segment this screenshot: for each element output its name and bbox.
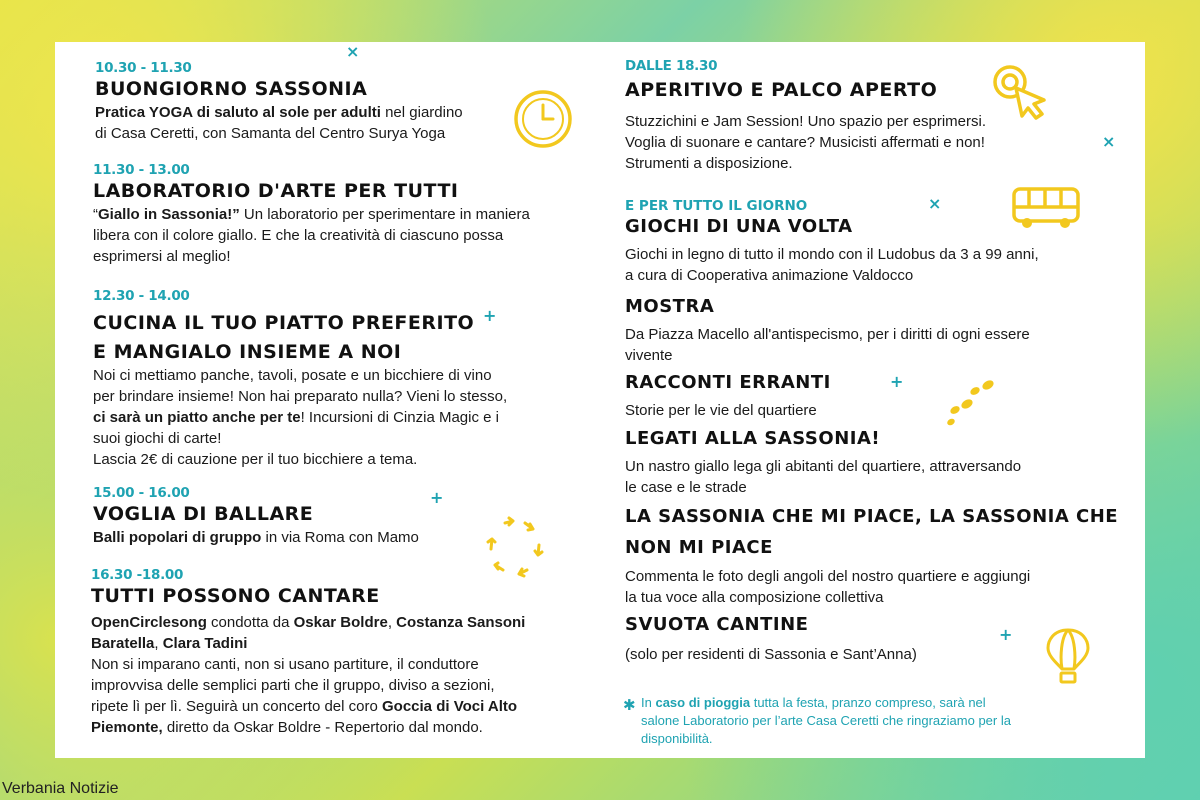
section-subtitle: E PER TUTTO IL GIORNO bbox=[625, 198, 808, 214]
arrows-circle-icon bbox=[483, 515, 549, 579]
event-description: Noi ci mettiamo panche, tavoli, posate e un bicchiere di vino per brindare insieme! Non hai preparato nulla? Vieni lo stesso, ci sarà un piatto anche per te! Incursioni di Cinzia Magic e i suoi giochi di carte! Lascia 2€ di cauzione per il tuo bicchiere a tema. bbox=[93, 367, 508, 468]
event-description: Balli popolari di gruppo in via Roma con Mamo bbox=[93, 529, 419, 546]
event-description: Giochi in legno di tutto il mondo con il Ludobus da 3 a 99 anni, a cura di Cooperativa animazione Valdocco bbox=[625, 246, 1039, 284]
event-title-line2: E MANGIALO INSIEME A NOI bbox=[93, 341, 402, 363]
event-time: 12.30 - 14.00 bbox=[93, 288, 190, 304]
event-cooking bbox=[93, 288, 507, 470]
event-svuota-cantine bbox=[625, 612, 917, 665]
event-title: TUTTI POSSONO CANTARE bbox=[91, 585, 380, 607]
event-title: APERITIVO E PALCO APERTO bbox=[625, 79, 938, 101]
all-day-section bbox=[625, 198, 1039, 286]
event-singing bbox=[91, 567, 525, 738]
event-description: OpenCirclesong condotta da Oskar Boldre, Costanza Sansoni Baratella, Clara Tadini Non si imparano canti, non si usano partiture, il conduttore improvvisa delle semplici parti che il gruppo, diviso a sezioni, ripete lì per lì. Seguirà un concerto del coro Goccia di Voci Alto Piemonte, diretto da Oskar Boldre - Repertorio dal mondo. bbox=[91, 614, 526, 736]
event-aperitivo bbox=[625, 58, 986, 174]
hot-air-balloon-icon bbox=[1045, 627, 1091, 685]
event-mostra bbox=[625, 294, 1030, 366]
cross-mark-icon: + bbox=[483, 306, 497, 325]
footprints-icon bbox=[943, 377, 1003, 427]
event-description: Da Piazza Macello all'antispecismo, per i diritti di ogni essere vivente bbox=[625, 326, 1030, 364]
event-time: 10.30 - 11.30 bbox=[95, 60, 192, 76]
program-card bbox=[55, 42, 1145, 758]
event-title: LABORATORIO D'ARTE PER TUTTI bbox=[93, 180, 459, 202]
event-title-line1: CUCINA IL TUO PIATTO PREFERITO bbox=[93, 312, 475, 334]
click-cursor-icon bbox=[990, 64, 1052, 122]
clock-icon bbox=[513, 89, 573, 149]
event-title: RACCONTI ERRANTI bbox=[625, 372, 831, 393]
cross-mark-icon: + bbox=[999, 625, 1013, 644]
event-title-line1: LA SASSONIA CHE MI PIACE, LA SASSONIA CHE bbox=[625, 506, 1119, 527]
event-description: (solo per residenti di Sassonia e Sant’Anna) bbox=[625, 646, 917, 663]
cross-mark-icon: × bbox=[928, 194, 942, 213]
event-art-lab bbox=[93, 162, 530, 267]
cross-mark-icon: + bbox=[890, 372, 904, 391]
event-title: BUONGIORNO SASSONIA bbox=[95, 78, 368, 100]
event-time: 11.30 - 13.00 bbox=[93, 162, 190, 178]
event-description: Un nastro giallo lega gli abitanti del quartiere, attraversando le case e le strade bbox=[625, 458, 1022, 496]
event-time: 15.00 - 16.00 bbox=[93, 485, 190, 501]
cross-mark-icon: × bbox=[1102, 132, 1116, 151]
bus-icon bbox=[1011, 185, 1083, 231]
event-title: MOSTRA bbox=[625, 296, 715, 317]
credit-text: Verbania Notizie bbox=[2, 780, 119, 797]
cross-mark-icon: × bbox=[346, 42, 360, 61]
event-description: Storie per le vie del quartiere bbox=[625, 402, 817, 419]
event-time: DALLE 18.30 bbox=[625, 58, 718, 74]
event-sassonia-piace bbox=[625, 504, 1118, 608]
event-yoga bbox=[95, 60, 463, 144]
event-description: Pratica YOGA di saluto al sole per adulti nel giardino di Casa Ceretti, con Samanta del Centro Surya Yoga bbox=[95, 104, 463, 142]
asterisk-icon: ✱ bbox=[623, 696, 636, 714]
event-title: SVUOTA CANTINE bbox=[625, 614, 809, 635]
rain-note bbox=[623, 694, 1083, 748]
event-title: GIOCHI DI UNA VOLTA bbox=[625, 216, 853, 237]
event-dance bbox=[93, 485, 419, 548]
event-title: VOGLIA DI BALLARE bbox=[93, 503, 314, 525]
cross-mark-icon: + bbox=[430, 488, 444, 507]
event-legati bbox=[625, 426, 1021, 498]
event-title: LEGATI ALLA SASSONIA! bbox=[625, 428, 881, 449]
event-racconti bbox=[625, 370, 831, 421]
event-description: Stuzzichini e Jam Session! Uno spazio per esprimersi. Voglia di suonare e cantare? Musicisti affermati e non! Strumenti a disposizione. bbox=[625, 113, 986, 172]
note-text: In caso di pioggia tutta la festa, pranzo compreso, sarà nel salone Laboratorio per l’arte Casa Ceretti che ringraziamo per la disponibilità. bbox=[641, 695, 1011, 746]
event-time: 16.30 -18.00 bbox=[91, 567, 184, 583]
event-title-line2: NON MI PIACE bbox=[625, 537, 773, 558]
event-description: Commenta le foto degli angoli del nostro quartiere e aggiungi la tua voce alla composizione collettiva bbox=[625, 568, 1031, 606]
event-description: “Giallo in Sassonia!” Un laboratorio per sperimentare in maniera libera con il colore giallo. E che la creatività di ciascuno possa esprimersi al meglio! bbox=[93, 206, 530, 265]
